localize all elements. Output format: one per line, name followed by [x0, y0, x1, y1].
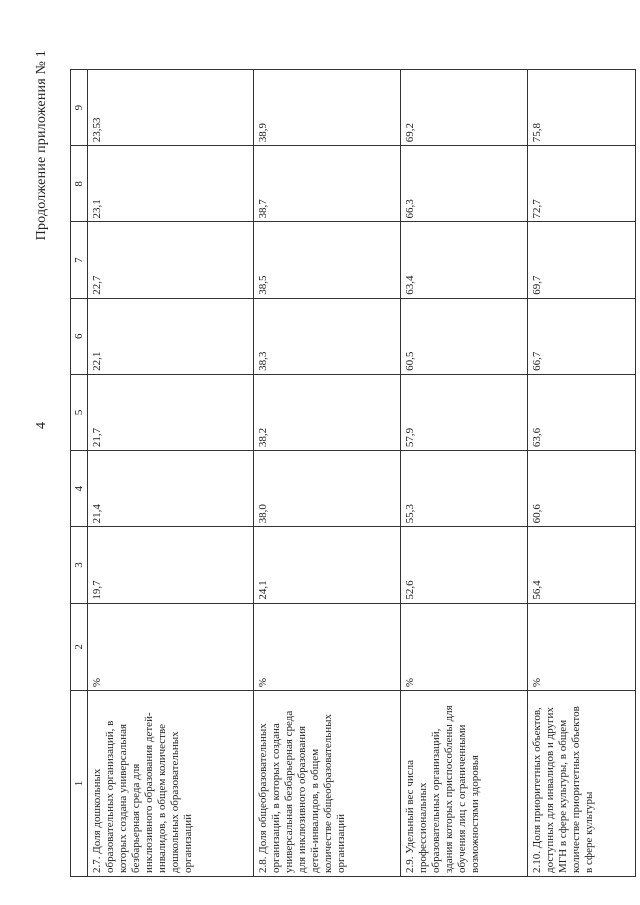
value-cell: 75,8 — [528, 70, 636, 146]
value-cell: 60,6 — [528, 451, 636, 527]
column-header: 9 — [71, 70, 88, 146]
table-row — [400, 70, 527, 877]
indicator-cell: 2.10. Доля приоритетных объектов, доступных для инвалидов и других МГН в сфере культуры, в общем количестве приоритетных объектов в сфере культуры — [528, 691, 636, 877]
column-header: 5 — [71, 374, 88, 450]
value-cell: 38,7 — [254, 146, 401, 222]
value-cell: 38,0 — [254, 451, 401, 527]
value-cell: 69,7 — [528, 222, 636, 298]
value-cell: 66,7 — [528, 298, 636, 374]
page-number: 4 — [34, 421, 49, 429]
value-cell: 72,7 — [528, 146, 636, 222]
value-cell: 24,1 — [254, 527, 401, 603]
value-cell: 22,1 — [88, 298, 254, 374]
column-header: 3 — [71, 527, 88, 603]
value-cell: 66,3 — [400, 146, 527, 222]
column-header: 6 — [71, 298, 88, 374]
value-cell: 63,6 — [528, 374, 636, 450]
column-header: 1 — [71, 691, 88, 877]
value-cell: 19,7 — [88, 527, 254, 603]
appendix-title: Продолжение приложения № 1 — [34, 50, 49, 241]
indicator-cell: 2.9. Удельный вес числа профессиональных образовательных организаций, здания которых приспособлены для обучения лиц с ограниченными возможностями здоровья — [400, 691, 527, 877]
table-row — [88, 70, 254, 877]
unit-cell: % — [254, 603, 401, 691]
value-cell: 38,2 — [254, 374, 401, 450]
value-cell: 69,2 — [400, 70, 527, 146]
indicators-table — [70, 69, 636, 877]
unit-cell: % — [88, 603, 254, 691]
indicator-cell: 2.7. Доля дошкольных образовательных организаций, в которых создана универсальная безбарьерная среда для инклюзивного образования детей- инвалидов, в общем количестве дошкольных образовательных организаций — [88, 691, 254, 877]
table-row — [254, 70, 401, 877]
header-row — [71, 70, 88, 877]
value-cell: 57,9 — [400, 374, 527, 450]
value-cell: 21,7 — [88, 374, 254, 450]
value-cell: 38,5 — [254, 222, 401, 298]
value-cell: 38,9 — [254, 70, 401, 146]
unit-cell: % — [528, 603, 636, 691]
value-cell: 52,6 — [400, 527, 527, 603]
column-header: 7 — [71, 222, 88, 298]
value-cell: 38,3 — [254, 298, 401, 374]
unit-cell: % — [400, 603, 527, 691]
column-header: 8 — [71, 146, 88, 222]
value-cell: 21,4 — [88, 451, 254, 527]
value-cell: 23,53 — [88, 70, 254, 146]
table-row — [528, 70, 636, 877]
column-header: 2 — [71, 603, 88, 691]
value-cell: 63,4 — [400, 222, 527, 298]
value-cell: 56,4 — [528, 527, 636, 603]
column-header: 4 — [71, 451, 88, 527]
page-header — [34, 0, 56, 905]
value-cell: 60,5 — [400, 298, 527, 374]
value-cell: 23,1 — [88, 146, 254, 222]
value-cell: 22,7 — [88, 222, 254, 298]
value-cell: 55,3 — [400, 451, 527, 527]
indicator-cell: 2.8. Доля общеобразовательных организаций, в которых создана универсальная безбарьерная среда для инклюзивного образования детей-инвалидов, в общем количестве общеобразовательных организаций — [254, 691, 401, 877]
